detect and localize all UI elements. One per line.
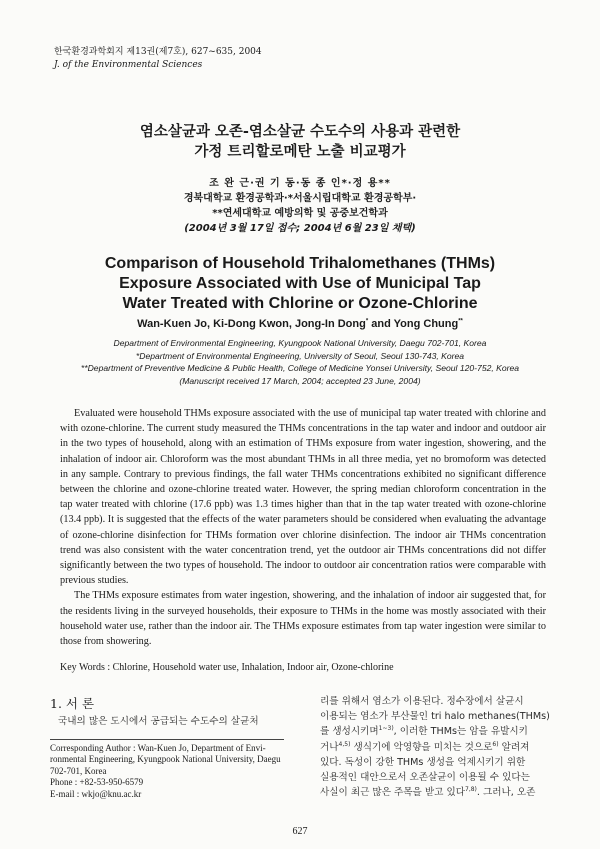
korean-title-line2: 가정 트리할로메탄 노출 비교평가 bbox=[194, 144, 406, 160]
journal-korean: 한국환경과학회지 제13권(제7호), 627~635, 2004 bbox=[54, 47, 262, 57]
right-line-3a: 를 생성시키며 bbox=[320, 726, 379, 738]
right-column bbox=[320, 694, 550, 800]
english-title bbox=[0, 254, 600, 314]
author-names-part1: Wan-Kuen Jo, Ki-Dong Kwon, Jong-In Dong bbox=[137, 318, 366, 330]
right-line-4b: 생식기에 악영향을 미치는 것으로 bbox=[350, 741, 493, 753]
citation-2: 4,5) bbox=[338, 740, 351, 748]
right-line-7 bbox=[320, 785, 550, 800]
corresponding-author-footnote bbox=[50, 743, 284, 800]
author-mark-2: ** bbox=[458, 318, 463, 325]
manuscript-received: (Manuscript received 17 March, 2004; accepted 23 June, 2004) bbox=[179, 375, 421, 386]
author-mark-1: * bbox=[365, 318, 369, 325]
keywords: Key Words : Chlorine, Household water use, Inhalation, Indoor air, Ozone-chlorine bbox=[60, 662, 394, 673]
footnote-line-3: 702-701, Korea bbox=[50, 765, 107, 776]
korean-authors-block bbox=[0, 176, 600, 236]
right-line-4 bbox=[320, 740, 550, 755]
korean-received-date: (2004년 3월 17일 접수; 2004년 6월 23일 채택) bbox=[184, 223, 416, 234]
journal-english: J. of the Environmental Sciences bbox=[54, 60, 203, 70]
right-line-4a: 거나 bbox=[320, 741, 339, 753]
footnote-divider bbox=[50, 739, 284, 740]
english-title-line1: Comparison of Household Trihalomethanes (THMs) bbox=[104, 255, 496, 272]
affiliation-3: **Department of Preventive Medicine & Public Health, College of Medicine Yonsei University, Seoul 120-752, Korea bbox=[80, 363, 520, 373]
english-title-line2: Exposure Associated with Use of Municipal Tap bbox=[119, 275, 481, 292]
right-line-1: 리를 위해서 염소가 이용된다. 정수장에서 살균시 bbox=[320, 696, 524, 707]
right-line-5: 있다. 독성이 강한 THMs 생성을 억제시키기 위한 bbox=[320, 756, 526, 768]
footnote-line-2: ronmental Engineering, Kyungpook National University, Daegu bbox=[50, 754, 281, 765]
journal-header bbox=[54, 46, 262, 72]
korean-title bbox=[0, 122, 600, 162]
right-line-2: 이용되는 염소가 부산물인 tri halo methanes(THMs) bbox=[320, 711, 550, 723]
abstract bbox=[60, 406, 546, 649]
english-title-line3: Water Treated with Chlorine or Ozone-Chlorine bbox=[122, 295, 478, 312]
right-line-3 bbox=[320, 724, 550, 739]
citation-1: 1~3) bbox=[378, 725, 394, 733]
citation-3: 6) bbox=[492, 740, 499, 748]
citation-4: 7,8) bbox=[465, 786, 477, 794]
korean-author-names: 조 완 근·권 기 동·동 종 인*·정 용** bbox=[209, 178, 391, 189]
english-authors bbox=[0, 318, 600, 330]
english-affiliations bbox=[0, 337, 600, 387]
right-line-3b: , 이러한 THMs는 암을 유발시키 bbox=[393, 726, 528, 738]
left-column bbox=[50, 694, 284, 800]
section-heading: 1. 서 론 bbox=[50, 696, 95, 711]
author-names-part2: and Yong Chung bbox=[368, 318, 459, 330]
korean-affiliation-2: **연세대학교 예방의학 및 공중보건학과 bbox=[212, 208, 388, 219]
right-line-4c: 알려져 bbox=[498, 741, 530, 753]
footnote-phone: Phone : +82-53-950-6579 bbox=[50, 777, 144, 788]
abstract-paragraph-1: Evaluated were household THMs exposure associated with the use of municipal tap water treated with chlorine and with ozone-chlorine. The current study measured the THMs concentrations in the tap water and indoor and outdoor air in the two types of household, along with an estimation of THMs exposure from water ingestion, showering, and the inhalation of indoor air. Chloroform was the most abundant THMs in all three media, yet no bromoform was detected in any sample. Contrary to previous findings, the fall water THMs concentrations exhibited no significant difference between the chlorine and ozone-chlorine treated water. However, the spring median chloroform concentration in the tap water treated with chlorine (17.6 ppb) was 1.3 times higher than that in the tap water treated with ozone-chlorine (13.4 ppb). It is suggested that the effects of the water parameters should be considered when evaluating the advantage of ozone-chlorine disinfection for THMs formation over chlorine disinfection. The indoor air THMs concentration trend was also consistent with the water concentration trend, yet the outdoor air THMs concentrations did not differ significantly between the two types of household. The indoor to outdoor air concentration ratios were comparable with previous studies. bbox=[60, 408, 546, 587]
page-number: 627 bbox=[292, 826, 308, 837]
abstract-paragraph-2: The THMs exposure estimates from water ingestion, showering, and the inhalation of indoor air suggested that, for the residents living in the surveyed households, their exposure to THMs in the home was mostly associated with their household water use, rather than the indoor air. The THMs exposure estimates from tap water ingestion were similar to those from showering. bbox=[60, 590, 546, 648]
right-line-7b: . 그러나, 오존 bbox=[476, 787, 536, 799]
footnote-line-1: Corresponding Author : Wan-Kuen Jo, Department of Envi- bbox=[50, 743, 266, 753]
section-body: 국내의 많은 도시에서 공급되는 수도수의 살균처 bbox=[58, 716, 259, 727]
affiliation-2: *Department of Environmental Engineering, University of Seoul, Seoul 130-743, Korea bbox=[135, 350, 465, 361]
right-line-6: 실용적인 대안으로서 오존살균이 이용될 수 있다는 bbox=[320, 772, 530, 784]
footnote-email: E-mail : wkjo@knu.ac.kr bbox=[50, 788, 142, 799]
korean-affiliation-1: 경북대학교 환경공학과·*서울시립대학교 환경공학부· bbox=[183, 193, 417, 204]
right-line-7a: 사실이 최근 많은 주목을 받고 있다 bbox=[320, 787, 465, 799]
korean-title-line1: 염소살균과 오존-염소살균 수도수의 사용과 관련한 bbox=[139, 124, 461, 140]
affiliation-1: Department of Environmental Engineering, Kyungpook National University, Daegu 702-701, Korea bbox=[113, 338, 487, 348]
